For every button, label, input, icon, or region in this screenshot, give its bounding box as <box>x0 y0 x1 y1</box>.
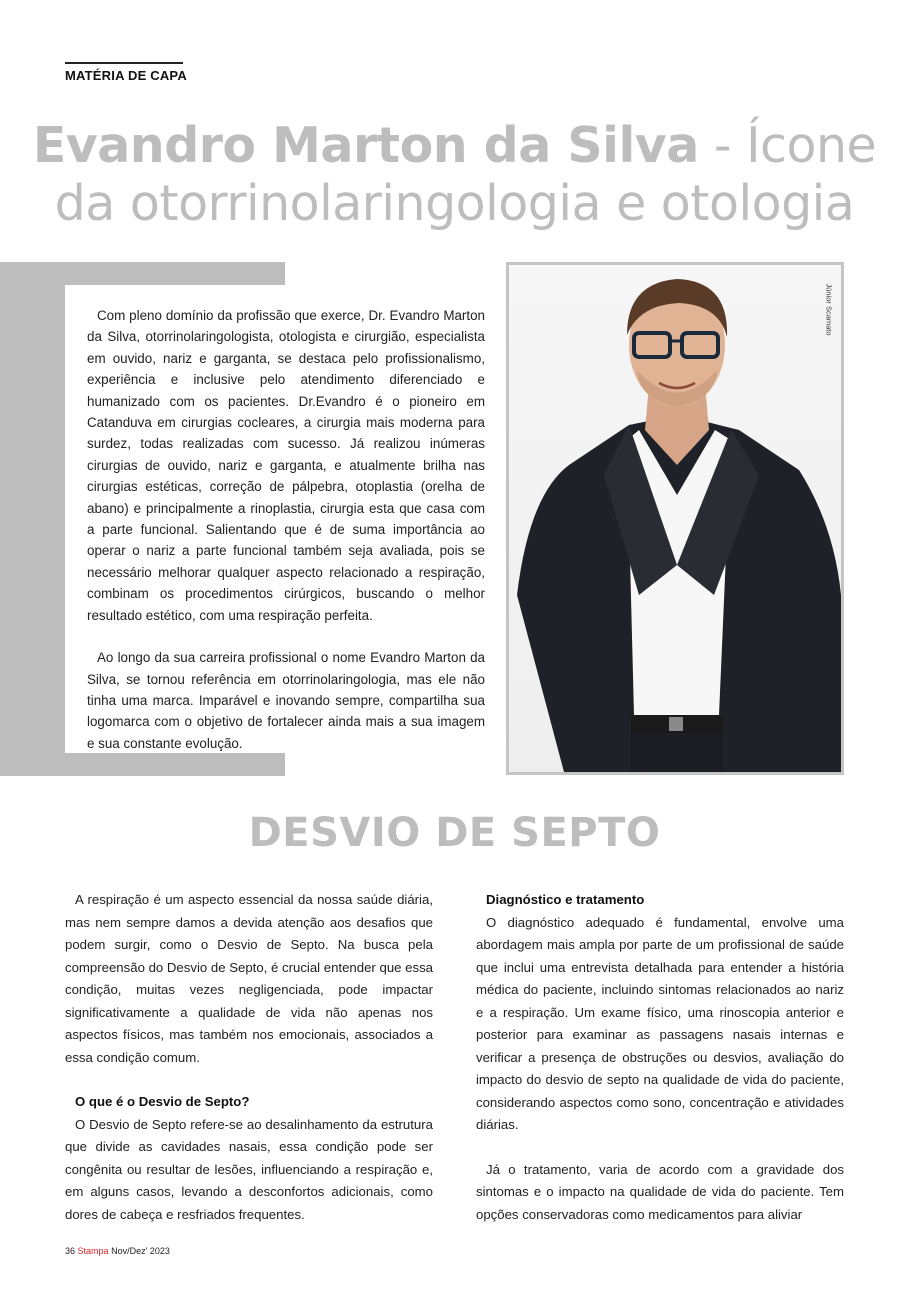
body-paragraph: A respiração é um aspecto essencial da nossa saúde diária, mas nem sempre damos a devida atenção aos desafios que podem surgir, como o Desvio de Septo. Na busca pela compreensão do Desvio de Septo, é crucial entender que essa condição, muitas vezes negligenciada, pode impactar significativamente a qualidade de vida não apenas nos aspectos físicos, mas também nos emocionais, associados a essa condição comum. <box>65 892 434 1065</box>
headline-tagline-start: - Ícone <box>698 117 877 174</box>
photo-credit: Júnior Scamato <box>824 283 834 336</box>
headline-tagline-end: da otorrinolaringologia e otologia <box>54 175 855 232</box>
headline-name: Evandro Marton da Silva <box>32 117 699 174</box>
body-paragraph: O diagnóstico adequado é fundamental, envolve uma abordagem mais ampla por parte de um profissional de saúde que inclui uma entrevista detalhada para entender a história médica do paciente, incluindo sintomas relacionados ao nariz e a respiração. Um exame físico, uma rinoscopia anterior e posterior para examinar as passagens nasais internas e verificar a presença de obstruções ou desvios, avaliação do impacto do desvio de septo na qualidade de vida do paciente, considerando aspectos como sono, concentração e atividades diárias. <box>476 914 844 1132</box>
section-subheading: DESVIO DE SEPTO <box>248 810 661 856</box>
column-heading: O que é o Desvio de Septo? <box>75 1094 250 1109</box>
intro-text <box>87 305 485 754</box>
body-paragraph: Já o tratamento, varia de acordo com a gravidade dos sintomas e o impacto na qualidade de vida do paciente. Tem opções conservadoras como medicamentos para aliviar <box>476 1161 844 1222</box>
portrait-illustration <box>509 265 841 772</box>
headline-line-2 <box>30 175 879 233</box>
section-label: MATÉRIA DE CAPA <box>65 68 187 83</box>
section-rule <box>65 62 183 64</box>
headline-line-1 <box>30 117 879 175</box>
page-number: 36 <box>65 1246 76 1256</box>
magazine-brand: Stampa <box>77 1246 109 1256</box>
portrait-photo <box>506 262 844 775</box>
issue-date: Nov/Dez' 2023 <box>111 1246 170 1256</box>
right-column <box>476 889 844 1226</box>
intro-paragraph: Ao longo da sua carreira profissional o nome Evandro Marton da Silva, se tornou referência em otorrinolaringologia, mas ele não tinha uma marca. Imparável e inovando sempre, compartilha sua logomarca com o objetivo de fortalecer ainda mais a sua imagem e sua constante evolução. <box>87 650 485 751</box>
column-heading: Diagnóstico e tratamento <box>486 892 645 907</box>
page-footer <box>65 1246 170 1256</box>
left-column <box>65 889 433 1226</box>
body-paragraph: O Desvio de Septo refere-se ao desalinhamento da estrutura que divide as cavidades nasais, essa condição pode ser congênita ou resultar de lesões, influenciando a respiração e, em alguns casos, levando a desconfortos adicionais, como dores de cabeça e resfriados frequentes. <box>65 1116 433 1222</box>
intro-paragraph: Com pleno domínio da profissão que exerce, Dr. Evandro Marton da Silva, otorrinolaringologista, otologista e cirurgião, especialista em ouvido, nariz e garganta, se destaca pelo profissionalismo, experiência e inclusive pelo atendimento diferenciado e humanizado com os pacientes. Dr.Evandro é o pioneiro em Catanduva em cirurgias cocleares, a cirurgia mais moderna para surdez, todas realizadas com sucesso. Já realizou inúmeras cirurgias de ouvido, nariz e garganta, e atualmente brilha nas cirurgias estéticas, correção de pálpebra, otoplastia (orelha de abano) e principalmente a rinoplastia, cirurgia esta que casa com a parte funcional. Salientando que é de suma importância ao operar o nariz a parte funcional também seja avaliada, pois se necessário melhorar qualquer aspecto relacionado a respiração, combinam os procedimentos cirúrgicos, buscando o melhor resultado estético, com uma respiração perfeita. <box>87 308 485 623</box>
